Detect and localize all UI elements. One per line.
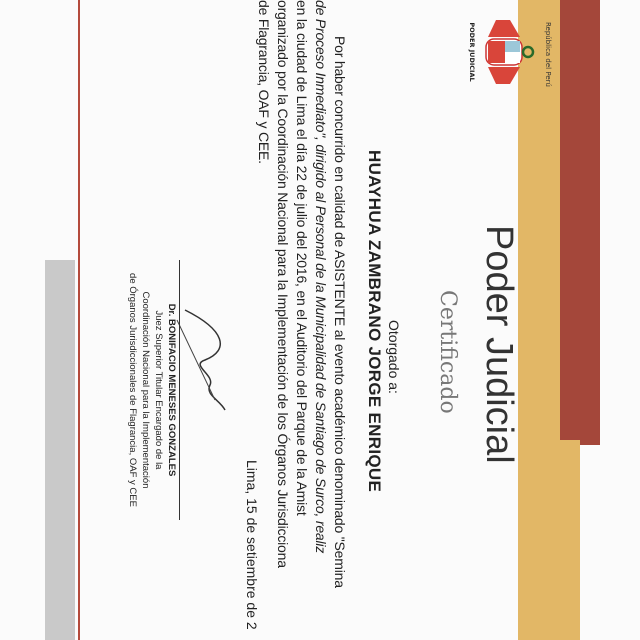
gold-decorative-band xyxy=(555,440,580,640)
seal-text: República del Perú xyxy=(544,22,552,87)
recipient-name: HUAYHUA ZAMBRANO JORGE ENRIQUE xyxy=(365,150,384,493)
gold-decorative-band xyxy=(518,0,560,640)
red-divider-line xyxy=(78,0,80,640)
svg-text:PODER JUDICIAL: PODER JUDICIAL xyxy=(468,22,476,82)
subtitle: Certificado xyxy=(435,290,460,414)
red-decorative-band xyxy=(555,0,600,445)
signatory-title: de Órganos Jurisdiccionales de Flagrancia, OAF y CEE xyxy=(127,273,138,507)
coat-of-arms-logo xyxy=(465,12,552,92)
paragraph-line: de Proceso Inmediato", dirigido al Personal de la Municipalidad de Santiago de Surco, realiz xyxy=(313,0,329,554)
paragraph-line: de Flagrancia, OAF y CEE. xyxy=(256,0,272,164)
signatory-name: Dr. BONIFACIO MENESES GONZALES xyxy=(166,260,180,520)
peru-coat-of-arms-icon xyxy=(465,12,540,92)
title: Poder Judicial xyxy=(478,225,520,464)
paragraph-line: en la ciudad de Lima el día 22 de julio del 2016, en el Auditorio del Parque de la Amist xyxy=(294,0,310,516)
signatory-title: Juez Superior Titular Encargado de la xyxy=(153,310,164,470)
gray-decorative-band xyxy=(45,260,75,640)
date-line: Lima, 15 de setiembre de 2 xyxy=(244,460,260,630)
paragraph-line: Por haber concurrido en calidad de ASISTENTE al evento académico denominado "Semina xyxy=(332,36,348,588)
paragraph-line: organizado por la Coordinación Nacional para la Implementación de los Órganos Jurisdicciona xyxy=(275,0,291,568)
granted-label: Otorgado a: xyxy=(386,320,402,394)
handwritten-signature xyxy=(175,300,235,420)
signatory-title: Coordinación Nacional para la Implementación xyxy=(140,291,151,489)
